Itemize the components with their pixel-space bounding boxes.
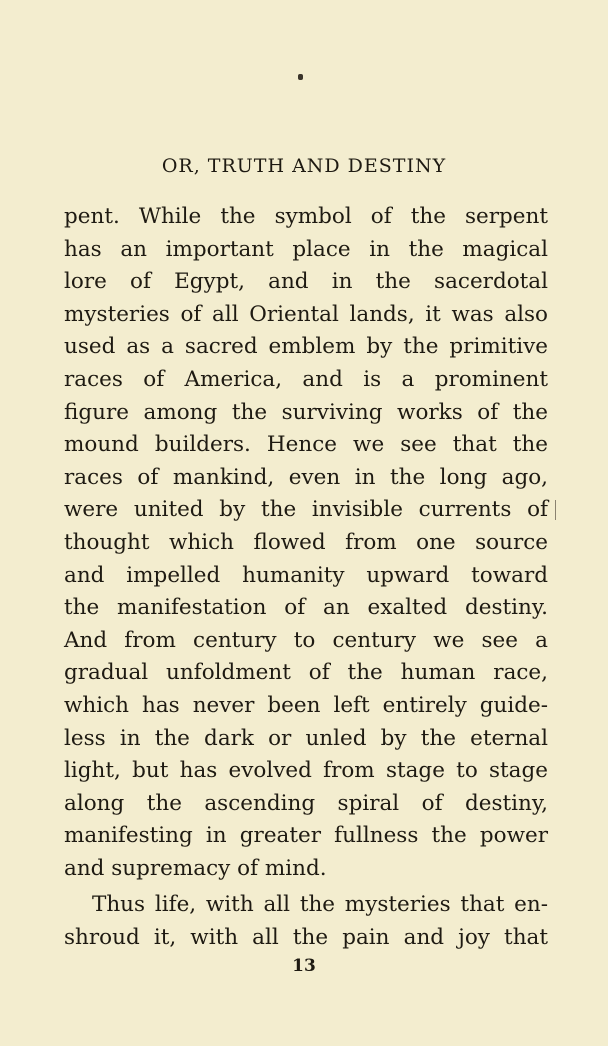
body-text — [64, 201, 548, 955]
text-line: were united by the invisible currents of — [64, 497, 548, 523]
text-line: races of America, and is a prominent — [64, 366, 548, 392]
text-line: used as a sacred emblem by the primitive — [64, 334, 548, 360]
text-line: thought which flowed from one source — [64, 529, 548, 555]
text-line: gradual unfoldment of the human race, — [64, 660, 548, 686]
text-line: pent. While the symbol of the serpent — [64, 204, 548, 229]
text-line: And from century to century we see a — [64, 627, 548, 653]
margin-mark — [555, 500, 556, 520]
text-line: along the ascending spiral of destiny, — [64, 790, 548, 816]
text-line: the manifestation of an exalted destiny. — [64, 595, 548, 621]
ink-speck — [298, 74, 303, 80]
text-line: races of mankind, even in the long ago, — [64, 464, 548, 490]
text-line: mound builders. Hence we see that the — [64, 432, 548, 458]
text-line: less in the dark or unled by the eternal — [64, 725, 548, 751]
text-line: and supremacy of mind. — [64, 855, 327, 881]
text-line: light, but has evolved from stage to stage — [64, 758, 548, 784]
text-line: Thus life, with all the mysteries that en- — [92, 892, 548, 918]
page-number: 13 — [292, 956, 316, 976]
text-line: lore of Egypt, and in the sacerdotal — [64, 269, 548, 295]
paragraph — [64, 201, 548, 885]
text-line: has an important place in the magical — [64, 236, 548, 262]
text-line: and impelled humanity upward toward — [64, 562, 548, 588]
text-line: mysteries of all Oriental lands, it was also — [64, 301, 548, 327]
paragraph — [64, 889, 548, 954]
text-line: figure among the surviving works of the — [64, 399, 548, 425]
running-head: OR, TRUTH AND DESTINY — [161, 155, 447, 177]
text-line: which has never been left entirely guide- — [64, 692, 548, 718]
text-line: shroud it, with all the pain and joy that — [64, 925, 548, 951]
text-line: manifesting in greater fullness the power — [64, 823, 548, 849]
